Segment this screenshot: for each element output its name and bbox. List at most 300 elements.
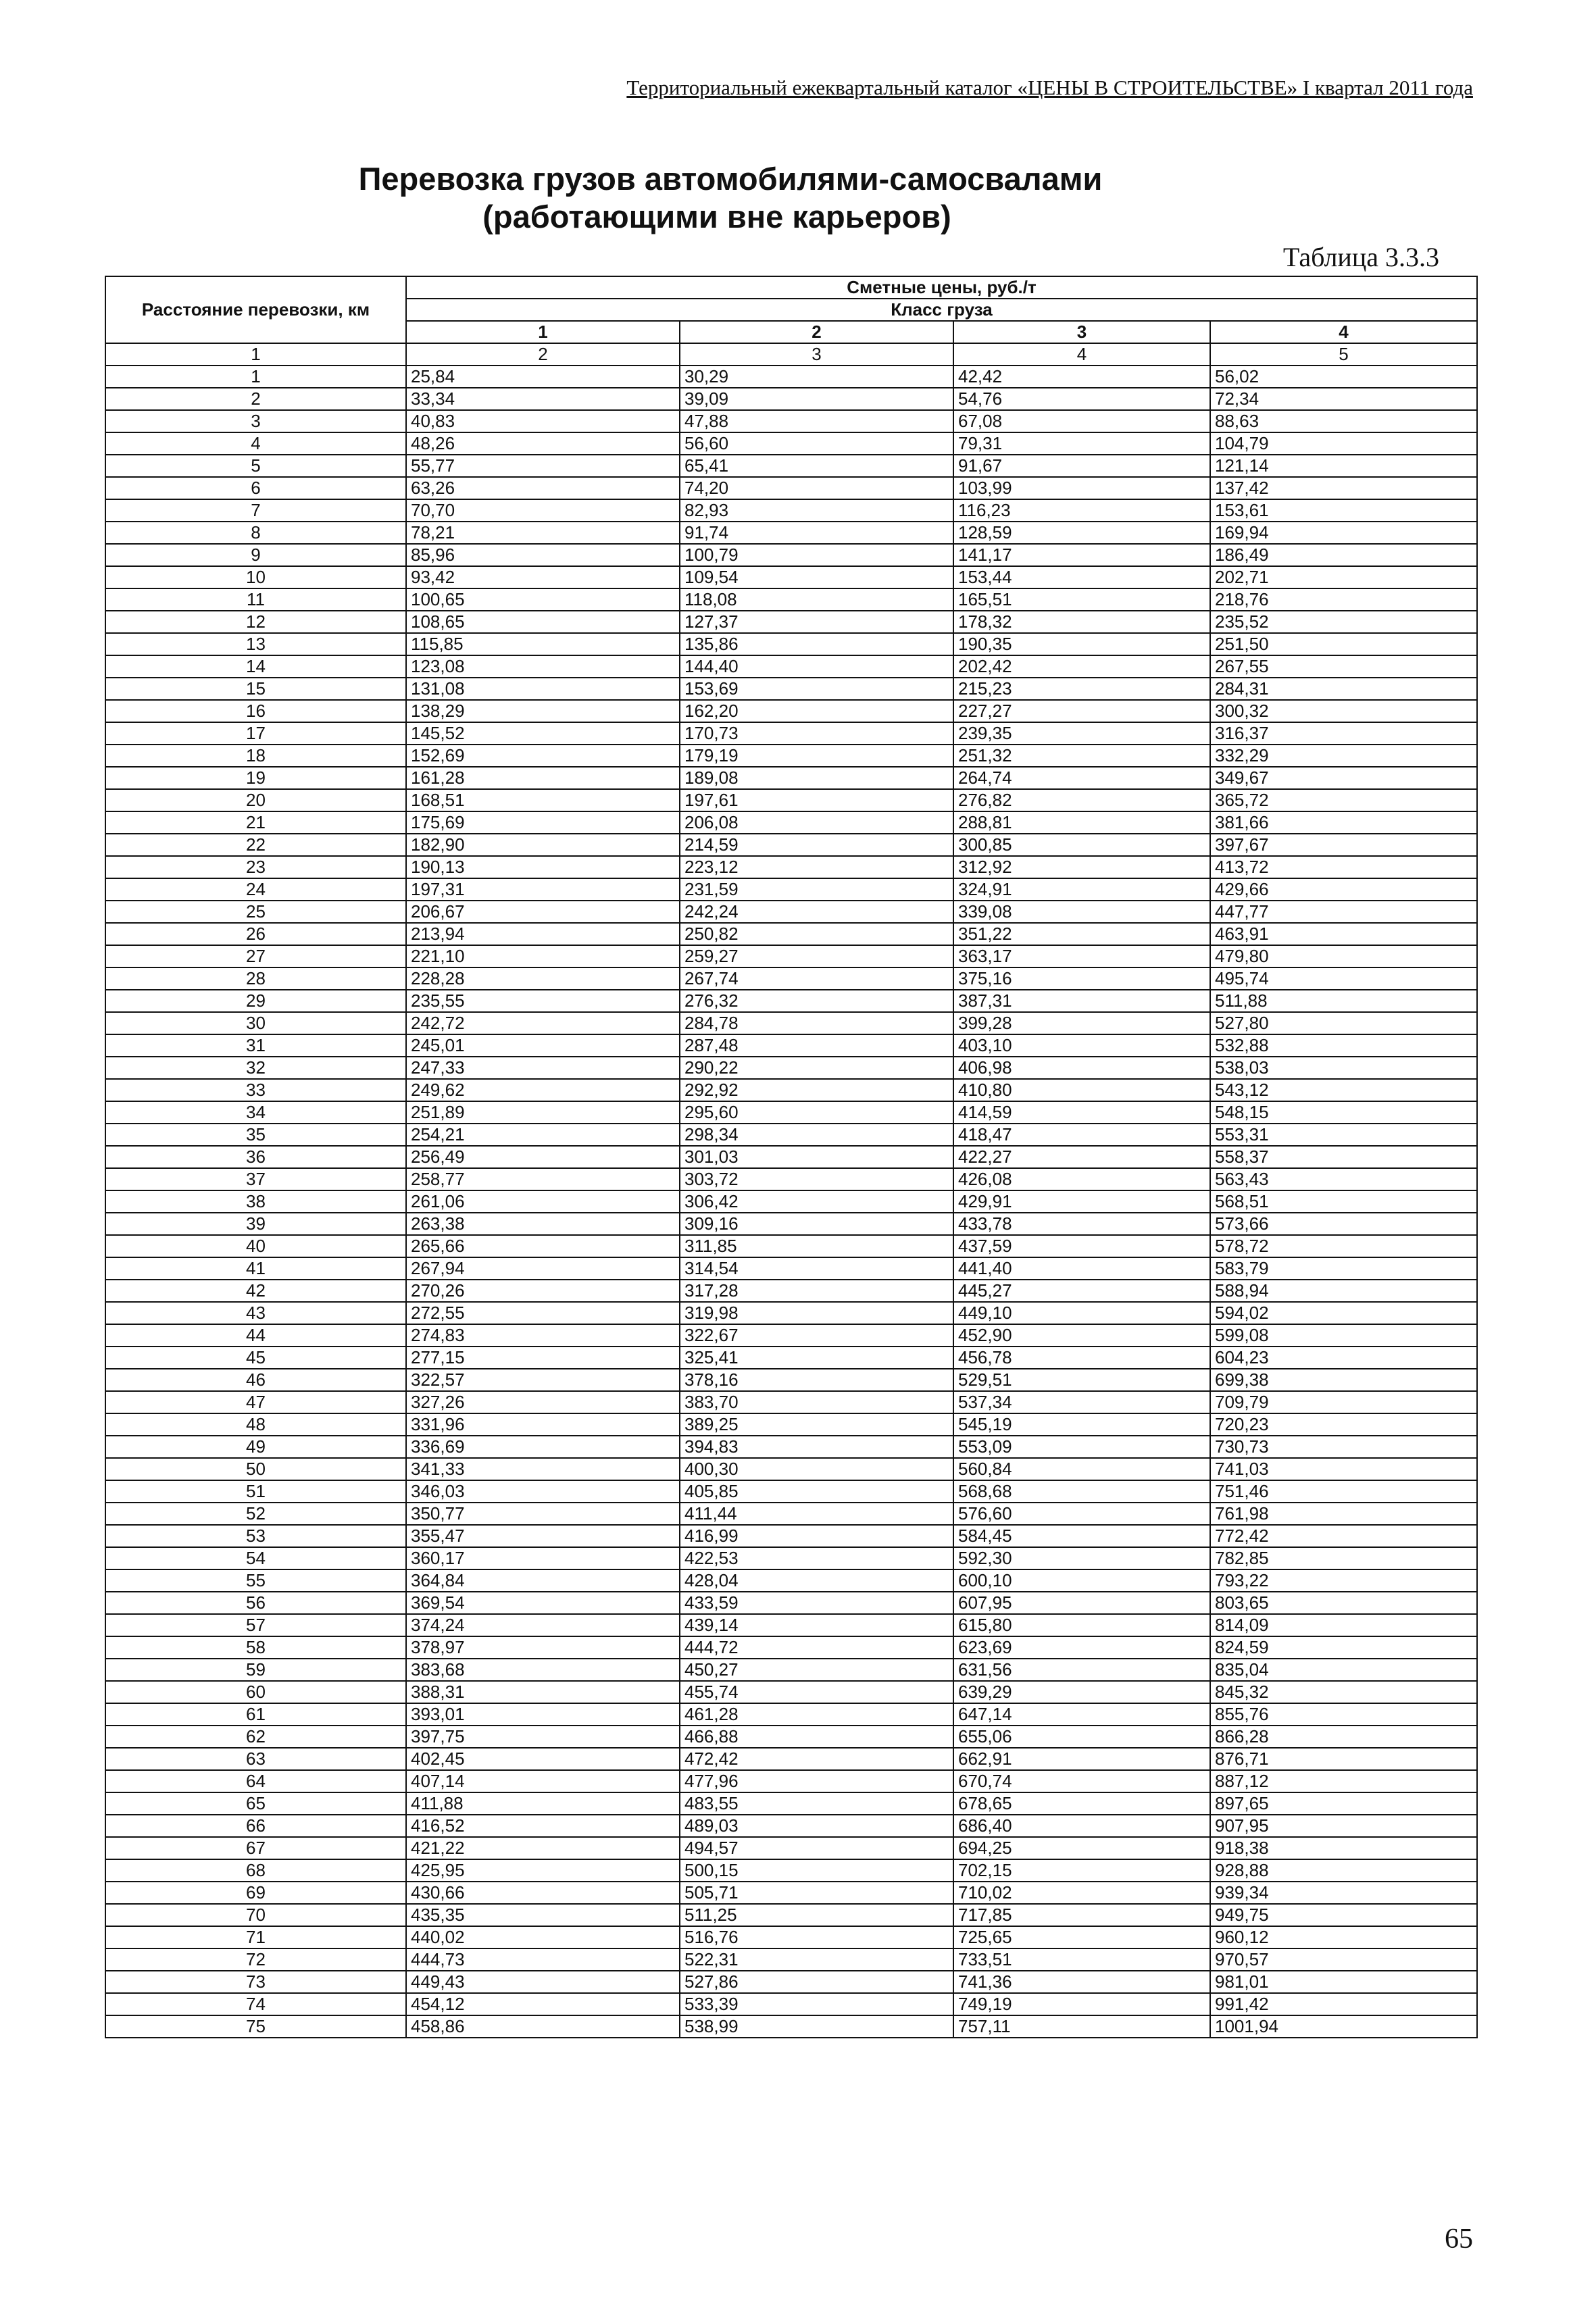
table-row [105, 1659, 1477, 1681]
price-cell-class-1: 48,26 [406, 432, 680, 455]
price-cell-class-1: 421,22 [406, 1837, 680, 1859]
price-cell-class-4: 553,31 [1210, 1124, 1477, 1146]
table-row [105, 1391, 1477, 1413]
price-cell-class-3: 190,35 [953, 633, 1210, 655]
price-cell-class-3: 312,92 [953, 856, 1210, 878]
price-cell-class-4: 447,77 [1210, 901, 1477, 923]
price-cell-class-2: 242,24 [680, 901, 953, 923]
distance-cell: 18 [105, 745, 406, 767]
table-row [105, 1904, 1477, 1926]
table-row [105, 566, 1477, 588]
price-cell-class-3: 662,91 [953, 1748, 1210, 1770]
price-cell-class-4: 316,37 [1210, 722, 1477, 745]
distance-cell: 50 [105, 1458, 406, 1480]
price-cell-class-3: 178,32 [953, 611, 1210, 633]
table-row [105, 767, 1477, 789]
price-cell-class-2: 494,57 [680, 1837, 953, 1859]
column-number: 1 [105, 343, 406, 366]
distance-cell: 28 [105, 967, 406, 990]
price-cell-class-4: 538,03 [1210, 1057, 1477, 1079]
distance-cell: 21 [105, 811, 406, 834]
price-cell-class-3: 741,36 [953, 1971, 1210, 1993]
distance-cell: 20 [105, 789, 406, 811]
distance-cell: 67 [105, 1837, 406, 1859]
price-cell-class-1: 256,49 [406, 1146, 680, 1168]
price-cell-class-2: 461,28 [680, 1703, 953, 1726]
price-cell-class-1: 272,55 [406, 1302, 680, 1324]
distance-cell: 44 [105, 1324, 406, 1347]
price-cell-class-4: 527,80 [1210, 1012, 1477, 1034]
table-row [105, 432, 1477, 455]
price-cell-class-2: 91,74 [680, 522, 953, 544]
column-number: 5 [1210, 343, 1477, 366]
price-cell-class-3: 414,59 [953, 1101, 1210, 1124]
price-cell-class-2: 466,88 [680, 1726, 953, 1748]
distance-cell: 71 [105, 1926, 406, 1948]
price-cell-class-3: 694,25 [953, 1837, 1210, 1859]
document-subtitle: (работающими вне карьеров) [482, 199, 951, 234]
table-row [105, 1547, 1477, 1569]
table-row [105, 1770, 1477, 1792]
price-cell-class-3: 710,02 [953, 1882, 1210, 1904]
price-cell-class-4: 511,88 [1210, 990, 1477, 1012]
price-cell-class-1: 213,94 [406, 923, 680, 945]
distance-cell: 38 [105, 1190, 406, 1213]
distance-cell: 17 [105, 722, 406, 745]
table-row [105, 455, 1477, 477]
price-cell-class-2: 65,41 [680, 455, 953, 477]
distance-cell: 58 [105, 1636, 406, 1659]
price-cell-class-2: 214,59 [680, 834, 953, 856]
document-title: Перевозка грузов автомобилями-самосвалами [358, 161, 1103, 197]
price-cell-class-3: 560,84 [953, 1458, 1210, 1480]
price-cell-class-1: 228,28 [406, 967, 680, 990]
price-cell-class-1: 40,83 [406, 410, 680, 432]
table-row [105, 1280, 1477, 1302]
price-cell-class-1: 454,12 [406, 1993, 680, 2015]
distance-cell: 75 [105, 2015, 406, 2038]
table-row [105, 722, 1477, 745]
table-row [105, 477, 1477, 499]
column-number: 3 [680, 343, 953, 366]
price-cell-class-3: 702,15 [953, 1859, 1210, 1882]
table-label: Таблица 3.3.3 [1282, 242, 1439, 272]
price-cell-class-4: 463,91 [1210, 923, 1477, 945]
price-cell-class-2: 416,99 [680, 1525, 953, 1547]
price-cell-class-4: 284,31 [1210, 678, 1477, 700]
distance-cell: 11 [105, 588, 406, 611]
distance-cell: 30 [105, 1012, 406, 1034]
table-row [105, 1882, 1477, 1904]
price-cell-class-1: 327,26 [406, 1391, 680, 1413]
price-cell-class-2: 325,41 [680, 1347, 953, 1369]
table-row [105, 678, 1477, 700]
price-cell-class-2: 179,19 [680, 745, 953, 767]
price-cell-class-2: 292,92 [680, 1079, 953, 1101]
price-cell-class-3: 128,59 [953, 522, 1210, 544]
price-cell-class-1: 341,33 [406, 1458, 680, 1480]
distance-cell: 13 [105, 633, 406, 655]
header-class-4: 4 [1210, 321, 1477, 343]
distance-cell: 54 [105, 1547, 406, 1569]
price-cell-class-2: 295,60 [680, 1101, 953, 1124]
price-cell-class-2: 306,42 [680, 1190, 953, 1213]
price-cell-class-3: 615,80 [953, 1614, 1210, 1636]
price-cell-class-2: 394,83 [680, 1436, 953, 1458]
price-cell-class-4: 960,12 [1210, 1926, 1477, 1948]
distance-cell: 25 [105, 901, 406, 923]
price-cell-class-4: 56,02 [1210, 366, 1477, 388]
table-row [105, 611, 1477, 633]
price-cell-class-2: 477,96 [680, 1770, 953, 1792]
table-row [105, 945, 1477, 967]
price-cell-class-1: 449,43 [406, 1971, 680, 1993]
table-body [105, 343, 1477, 2038]
price-cell-class-4: 429,66 [1210, 878, 1477, 901]
price-cell-class-2: 527,86 [680, 1971, 953, 1993]
price-cell-class-2: 284,78 [680, 1012, 953, 1034]
price-cell-class-4: 349,67 [1210, 767, 1477, 789]
price-cell-class-4: 588,94 [1210, 1280, 1477, 1302]
price-cell-class-1: 108,65 [406, 611, 680, 633]
distance-cell: 5 [105, 455, 406, 477]
table-row [105, 1257, 1477, 1280]
distance-cell: 72 [105, 1948, 406, 1971]
price-cell-class-1: 383,68 [406, 1659, 680, 1681]
table-row [105, 388, 1477, 410]
table-row [105, 1079, 1477, 1101]
table-row [105, 1681, 1477, 1703]
price-cell-class-4: 949,75 [1210, 1904, 1477, 1926]
price-cell-class-1: 190,13 [406, 856, 680, 878]
price-cell-class-1: 115,85 [406, 633, 680, 655]
price-cell-class-4: 563,43 [1210, 1168, 1477, 1190]
price-cell-class-2: 400,30 [680, 1458, 953, 1480]
price-cell-class-4: 300,32 [1210, 700, 1477, 722]
distance-cell: 1 [105, 366, 406, 388]
price-cell-class-1: 331,96 [406, 1413, 680, 1436]
distance-cell: 29 [105, 990, 406, 1012]
price-cell-class-3: 79,31 [953, 432, 1210, 455]
price-cell-class-4: 583,79 [1210, 1257, 1477, 1280]
distance-cell: 3 [105, 410, 406, 432]
distance-cell: 34 [105, 1101, 406, 1124]
distance-cell: 47 [105, 1391, 406, 1413]
price-cell-class-2: 319,98 [680, 1302, 953, 1324]
price-cell-class-4: 137,42 [1210, 477, 1477, 499]
distance-cell: 57 [105, 1614, 406, 1636]
price-cell-class-1: 364,84 [406, 1569, 680, 1592]
price-cell-class-2: 317,28 [680, 1280, 953, 1302]
price-cell-class-3: 239,35 [953, 722, 1210, 745]
price-cell-class-3: 67,08 [953, 410, 1210, 432]
price-cell-class-1: 261,06 [406, 1190, 680, 1213]
price-cell-class-2: 144,40 [680, 655, 953, 678]
price-cell-class-2: 383,70 [680, 1391, 953, 1413]
header-class-1: 1 [406, 321, 680, 343]
price-cell-class-3: 686,40 [953, 1815, 1210, 1837]
price-cell-class-1: 123,08 [406, 655, 680, 678]
price-cell-class-4: 88,63 [1210, 410, 1477, 432]
price-cell-class-3: 757,11 [953, 2015, 1210, 2038]
distance-cell: 10 [105, 566, 406, 588]
price-cell-class-2: 314,54 [680, 1257, 953, 1280]
price-cell-class-3: 631,56 [953, 1659, 1210, 1681]
distance-cell: 74 [105, 1993, 406, 2015]
table-row [105, 1124, 1477, 1146]
price-cell-class-1: 247,33 [406, 1057, 680, 1079]
price-cell-class-4: 532,88 [1210, 1034, 1477, 1057]
price-cell-class-1: 138,29 [406, 700, 680, 722]
price-cell-class-2: 135,86 [680, 633, 953, 655]
price-cell-class-4: 793,22 [1210, 1569, 1477, 1592]
distance-cell: 43 [105, 1302, 406, 1324]
table-row [105, 1458, 1477, 1480]
price-cell-class-3: 141,17 [953, 544, 1210, 566]
table-row [105, 1168, 1477, 1190]
price-cell-class-2: 472,42 [680, 1748, 953, 1770]
price-cell-class-3: 387,31 [953, 990, 1210, 1012]
price-cell-class-4: 267,55 [1210, 655, 1477, 678]
price-cell-class-4: 235,52 [1210, 611, 1477, 633]
price-cell-class-3: 300,85 [953, 834, 1210, 856]
price-cell-class-1: 355,47 [406, 1525, 680, 1547]
header-distance: Расстояние перевозки, км [105, 276, 406, 343]
distance-cell: 62 [105, 1726, 406, 1748]
price-cell-class-1: 274,83 [406, 1324, 680, 1347]
table-row [105, 1948, 1477, 1971]
price-cell-class-1: 242,72 [406, 1012, 680, 1034]
table-row [105, 1101, 1477, 1124]
price-cell-class-2: 118,08 [680, 588, 953, 611]
price-cell-class-3: 418,47 [953, 1124, 1210, 1146]
price-cell-class-4: 772,42 [1210, 1525, 1477, 1547]
price-cell-class-1: 265,66 [406, 1235, 680, 1257]
price-cell-class-2: 189,08 [680, 767, 953, 789]
price-cell-class-4: 413,72 [1210, 856, 1477, 878]
price-cell-class-4: 1001,94 [1210, 2015, 1477, 2038]
distance-cell: 65 [105, 1792, 406, 1815]
price-cell-class-1: 251,89 [406, 1101, 680, 1124]
price-cell-class-4: 169,94 [1210, 522, 1477, 544]
price-cell-class-1: 100,65 [406, 588, 680, 611]
distance-cell: 27 [105, 945, 406, 967]
price-cell-class-3: 452,90 [953, 1324, 1210, 1347]
price-cell-class-2: 259,27 [680, 945, 953, 967]
table-row [105, 990, 1477, 1012]
price-cell-class-1: 397,75 [406, 1726, 680, 1748]
table-row [105, 1347, 1477, 1369]
distance-cell: 63 [105, 1748, 406, 1770]
table-row [105, 499, 1477, 522]
distance-cell: 24 [105, 878, 406, 901]
price-cell-class-3: 456,78 [953, 1347, 1210, 1369]
price-cell-class-1: 425,95 [406, 1859, 680, 1882]
price-cell-class-2: 109,54 [680, 566, 953, 588]
price-cell-class-2: 197,61 [680, 789, 953, 811]
table-row [105, 789, 1477, 811]
price-cell-class-4: 928,88 [1210, 1859, 1477, 1882]
table-row [105, 745, 1477, 767]
price-cell-class-4: 918,38 [1210, 1837, 1477, 1859]
distance-cell: 41 [105, 1257, 406, 1280]
price-cell-class-1: 360,17 [406, 1547, 680, 1569]
distance-cell: 33 [105, 1079, 406, 1101]
price-cell-class-4: 887,12 [1210, 1770, 1477, 1792]
price-cell-class-3: 403,10 [953, 1034, 1210, 1057]
distance-cell: 69 [105, 1882, 406, 1904]
header-cargo-class: Класс груза [406, 299, 1477, 321]
distance-cell: 19 [105, 767, 406, 789]
price-cell-class-2: 276,32 [680, 990, 953, 1012]
distance-cell: 26 [105, 923, 406, 945]
price-cell-class-2: 39,09 [680, 388, 953, 410]
table-row [105, 1815, 1477, 1837]
price-cell-class-4: 121,14 [1210, 455, 1477, 477]
price-cell-class-3: 670,74 [953, 1770, 1210, 1792]
table-row [105, 1413, 1477, 1436]
price-cell-class-2: 444,72 [680, 1636, 953, 1659]
price-cell-class-1: 258,77 [406, 1168, 680, 1190]
distance-cell: 6 [105, 477, 406, 499]
table-row [105, 1592, 1477, 1614]
table-row [105, 633, 1477, 655]
price-cell-class-2: 47,88 [680, 410, 953, 432]
price-cell-class-1: 206,67 [406, 901, 680, 923]
price-cell-class-3: 733,51 [953, 1948, 1210, 1971]
price-cell-class-2: 422,53 [680, 1547, 953, 1569]
price-cell-class-3: 375,16 [953, 967, 1210, 990]
table-row [105, 410, 1477, 432]
price-cell-class-3: 545,19 [953, 1413, 1210, 1436]
price-cell-class-2: 162,20 [680, 700, 953, 722]
header-class-3: 3 [953, 321, 1210, 343]
table-row [105, 655, 1477, 678]
distance-cell: 64 [105, 1770, 406, 1792]
price-cell-class-1: 336,69 [406, 1436, 680, 1458]
price-cell-class-1: 435,35 [406, 1904, 680, 1926]
price-cell-class-3: 553,09 [953, 1436, 1210, 1458]
price-cell-class-3: 600,10 [953, 1569, 1210, 1592]
price-cell-class-3: 410,80 [953, 1079, 1210, 1101]
price-cell-class-2: 511,25 [680, 1904, 953, 1926]
table-row [105, 1726, 1477, 1748]
price-cell-class-4: 730,73 [1210, 1436, 1477, 1458]
distance-cell: 31 [105, 1034, 406, 1057]
table-row [105, 811, 1477, 834]
distance-cell: 4 [105, 432, 406, 455]
table-row [105, 1480, 1477, 1503]
price-cell-class-1: 70,70 [406, 499, 680, 522]
price-cell-class-2: 231,59 [680, 878, 953, 901]
table-row [105, 1369, 1477, 1391]
price-cell-class-3: 576,60 [953, 1503, 1210, 1525]
distance-cell: 53 [105, 1525, 406, 1547]
price-cell-class-1: 145,52 [406, 722, 680, 745]
price-cell-class-1: 267,94 [406, 1257, 680, 1280]
price-cell-class-2: 411,44 [680, 1503, 953, 1525]
price-cell-class-4: 599,08 [1210, 1324, 1477, 1347]
price-cell-class-2: 153,69 [680, 678, 953, 700]
table-row [105, 1837, 1477, 1859]
distance-cell: 52 [105, 1503, 406, 1525]
price-cell-class-1: 350,77 [406, 1503, 680, 1525]
price-cell-class-1: 55,77 [406, 455, 680, 477]
distance-cell: 16 [105, 700, 406, 722]
price-cell-class-2: 439,14 [680, 1614, 953, 1636]
distance-cell: 59 [105, 1659, 406, 1681]
price-cell-class-3: 529,51 [953, 1369, 1210, 1391]
price-cell-class-2: 100,79 [680, 544, 953, 566]
price-cell-class-2: 538,99 [680, 2015, 953, 2038]
price-cell-class-3: 42,42 [953, 366, 1210, 388]
price-cell-class-4: 897,65 [1210, 1792, 1477, 1815]
price-cell-class-4: 495,74 [1210, 967, 1477, 990]
distance-cell: 60 [105, 1681, 406, 1703]
table-row [105, 544, 1477, 566]
table-row [105, 1525, 1477, 1547]
table-row [105, 901, 1477, 923]
price-cell-class-3: 441,40 [953, 1257, 1210, 1280]
price-cell-class-2: 250,82 [680, 923, 953, 945]
price-table [105, 276, 1478, 2038]
table-row [105, 1971, 1477, 1993]
column-number: 2 [406, 343, 680, 366]
price-cell-class-3: 445,27 [953, 1280, 1210, 1302]
table-row [105, 1748, 1477, 1770]
price-cell-class-1: 78,21 [406, 522, 680, 544]
price-cell-class-2: 533,39 [680, 1993, 953, 2015]
header-class-2: 2 [680, 321, 953, 343]
price-cell-class-2: 170,73 [680, 722, 953, 745]
table-row [105, 1703, 1477, 1726]
price-cell-class-3: 91,67 [953, 455, 1210, 477]
price-cell-class-4: 970,57 [1210, 1948, 1477, 1971]
price-cell-class-4: 709,79 [1210, 1391, 1477, 1413]
price-cell-class-2: 287,48 [680, 1034, 953, 1057]
price-cell-class-4: 803,65 [1210, 1592, 1477, 1614]
price-cell-class-3: 288,81 [953, 811, 1210, 834]
price-cell-class-1: 245,01 [406, 1034, 680, 1057]
price-cell-class-4: 578,72 [1210, 1235, 1477, 1257]
price-cell-class-2: 483,55 [680, 1792, 953, 1815]
price-cell-class-3: 592,30 [953, 1547, 1210, 1569]
price-cell-class-3: 264,74 [953, 767, 1210, 789]
table-row [105, 1235, 1477, 1257]
price-cell-class-1: 25,84 [406, 366, 680, 388]
price-cell-class-3: 153,44 [953, 566, 1210, 588]
price-cell-class-2: 301,03 [680, 1146, 953, 1168]
price-cell-class-2: 290,22 [680, 1057, 953, 1079]
price-cell-class-4: 741,03 [1210, 1458, 1477, 1480]
price-cell-class-1: 440,02 [406, 1926, 680, 1948]
price-cell-class-1: 93,42 [406, 566, 680, 588]
table-row [105, 1324, 1477, 1347]
price-cell-class-1: 393,01 [406, 1703, 680, 1726]
column-numbers-row [105, 343, 1477, 366]
price-cell-class-2: 309,16 [680, 1213, 953, 1235]
distance-cell: 51 [105, 1480, 406, 1503]
price-cell-class-2: 206,08 [680, 811, 953, 834]
price-cell-class-2: 522,31 [680, 1948, 953, 1971]
price-cell-class-1: 322,57 [406, 1369, 680, 1391]
price-cell-class-2: 74,20 [680, 477, 953, 499]
price-cell-class-3: 103,99 [953, 477, 1210, 499]
price-cell-class-2: 505,71 [680, 1882, 953, 1904]
distance-cell: 56 [105, 1592, 406, 1614]
distance-cell: 14 [105, 655, 406, 678]
price-cell-class-3: 647,14 [953, 1703, 1210, 1726]
